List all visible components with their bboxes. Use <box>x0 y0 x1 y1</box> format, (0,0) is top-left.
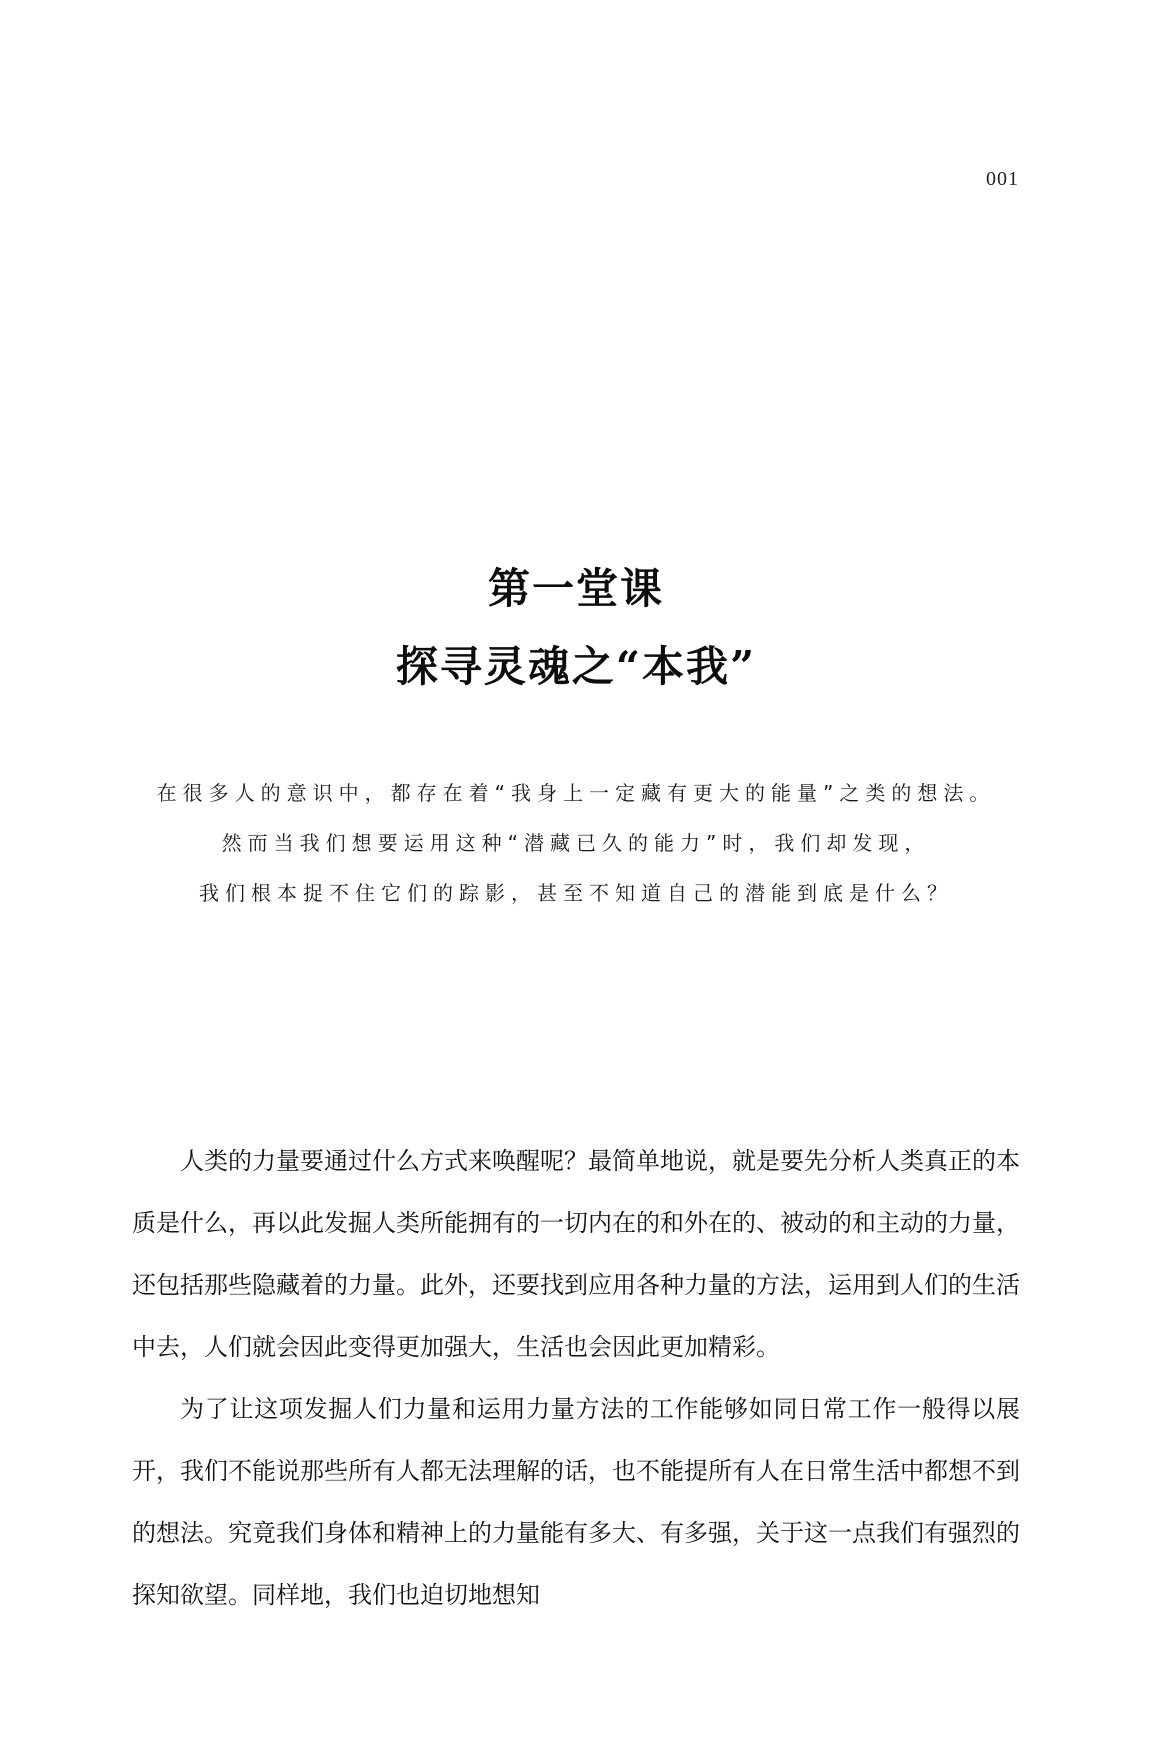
body-paragraph: 为了让这项发掘人们力量和运用力量方法的工作能够如同日常工作一般得以展开，我们不能说那些所有人都无法理解的话，也不能提所有人在日常生活中都想不到的想法。究竟我们身体和精神上的力量能有多大、有多强，关于这一点我们有强烈的探知欲望。同样地，我们也迫切地想知 <box>132 1395 1020 1609</box>
epigraph <box>0 768 1152 918</box>
chapter-header <box>0 550 1152 706</box>
page-number: 001 <box>986 168 1019 190</box>
chapter-number-title: 第一堂课 <box>487 564 664 613</box>
epigraph-line: 我们根本捉不住它们的踪影，甚至不知道自己的潜能到底是什么？ <box>199 881 953 905</box>
epigraph-line: 然而当我们想要运用这种“潜藏已久的能力”时，我们却发现， <box>221 831 931 855</box>
body-text <box>132 1130 1020 1626</box>
epigraph-line: 在很多人的意识中，都存在着“我身上一定藏有更大的能量”之类的想法。 <box>156 781 996 805</box>
chapter-subtitle: 探寻灵魂之“本我” <box>395 642 757 691</box>
body-paragraph: 人类的力量要通过什么方式来唤醒呢？最简单地说，就是要先分析人类真正的本质是什么，再以此发掘人类所能拥有的一切内在的和外在的、被动的和主动的力量，还包括那些隐藏着的力量。此外，还要找到应用各种力量的方法，运用到人们的生活中去，人们就会因此变得更加强大，生活也会因此更加精彩。 <box>132 1147 1020 1361</box>
